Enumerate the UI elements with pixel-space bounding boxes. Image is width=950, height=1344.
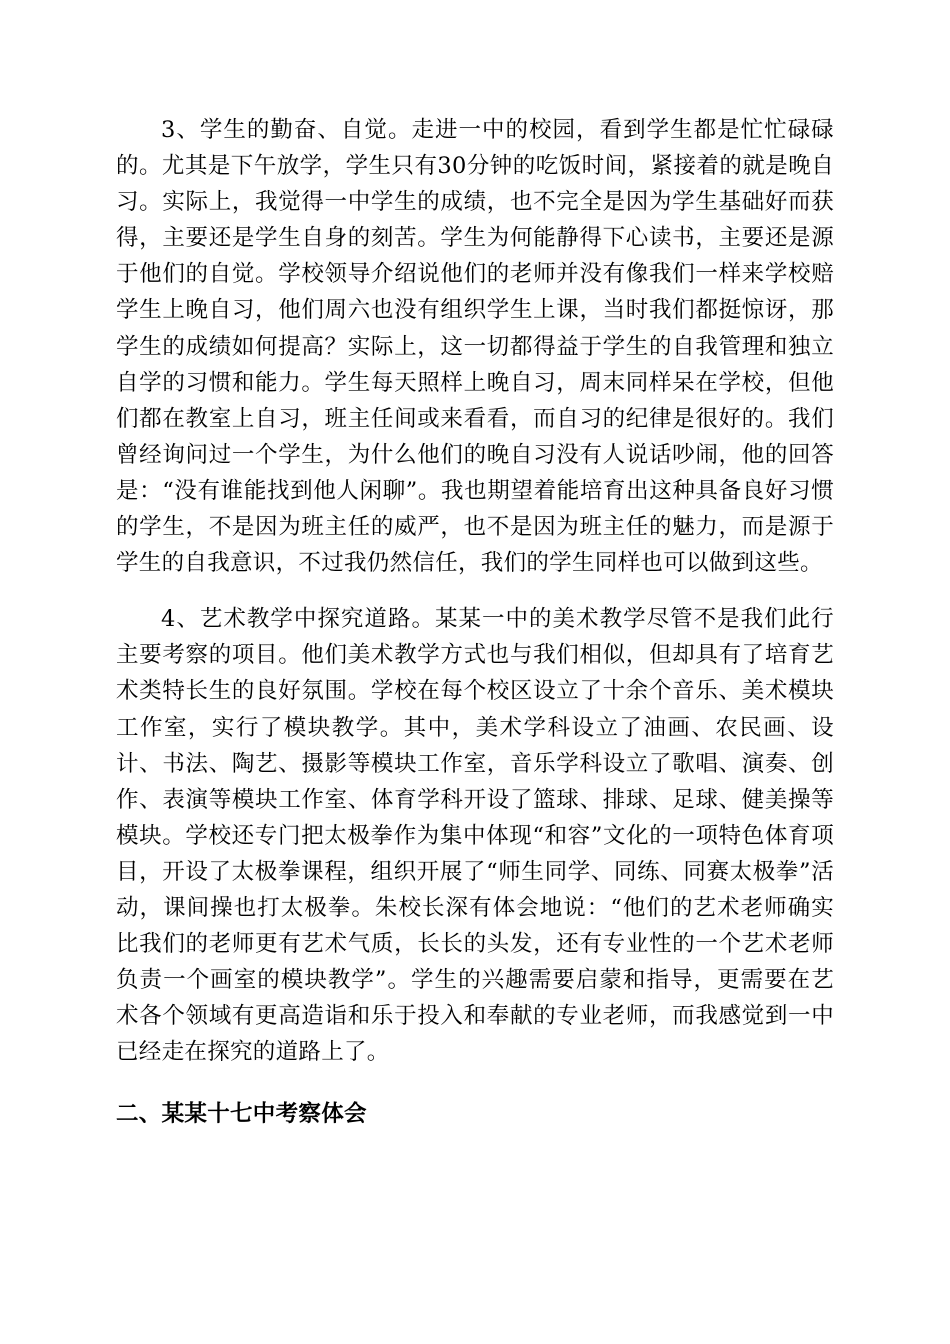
section-heading: 二、某某十七中考察体会 bbox=[116, 1101, 367, 1128]
paragraph-art-teaching: 4、艺术教学中探究道路。某某一中的美术教学尽管不是我们此行主要考察的项目。他们美术教学方式也与我们相似，但却具有了培育艺术类特长生的良好氛围。学校在每个校区设立了十余个音乐、美术模块工作室，实行了模块教学。其中，美术学科设立了油画、农民画、设计、书法、陶艺、摄影等模块工作室，音乐学科设立了歌唱、演奏、创作、表演等模块工作室、体育学科开设了篮球、排球、足球、健美操等模块。学校还专门把太极拳作为集中体现“和容”文化的一项特色体育项目，开设了太极拳课程，组织开展了“师生同学、同练、同赛太极拳”活动，课间操也打太极拳。朱校长深有体会地说：“他们的艺术老师确实比我们的老师更有艺术气质，长长的头发，还有专业性的一个艺术老师负责一个画室的模块教学”。学生的兴趣需要启蒙和指导，更需要在艺术各个领域有更高造诣和乐于投入和奉献的专业老师，而我感觉到一中已经走在探究的道路上了。 bbox=[116, 606, 834, 1066]
document-page bbox=[116, 112, 834, 1132]
paragraph-student-diligence: 3、学生的勤奋、自觉。走进一中的校园，看到学生都是忙忙碌碌的。尤其是下午放学，学生只有30分钟的吃饭时间，紧接着的就是晚自习。实际上，我觉得一中学生的成绩，也不完全是因为学生基础好而获得，主要还是学生自身的刻苦。学生为何能静得下心读书，主要还是源于他们的自觉。学校领导介绍说他们的老师并没有像我们一样来学校赔学生上晚自习，他们周六也没有组织学生上课，当时我们都挺惊讶，那学生的成绩如何提高？实际上，这一切都得益于学生的自我管理和独立自学的习惯和能力。学生每天照样上晚自习，周末同样呆在学校，但他们都在教室上自习，班主任间或来看看，而自习的纪律是很好的。我们曾经询问过一个学生，为什么他们的晚自习没有人说话吵闹，他的回答是：“没有谁能找到他人闲聊”。我也期望着能培育出这种具备良好习惯的学生，不是因为班主任的威严，也不是因为班主任的魅力，而是源于学生的自我意识，不过我仍然信任，我们的学生同样也可以做到这些。 bbox=[116, 117, 834, 577]
